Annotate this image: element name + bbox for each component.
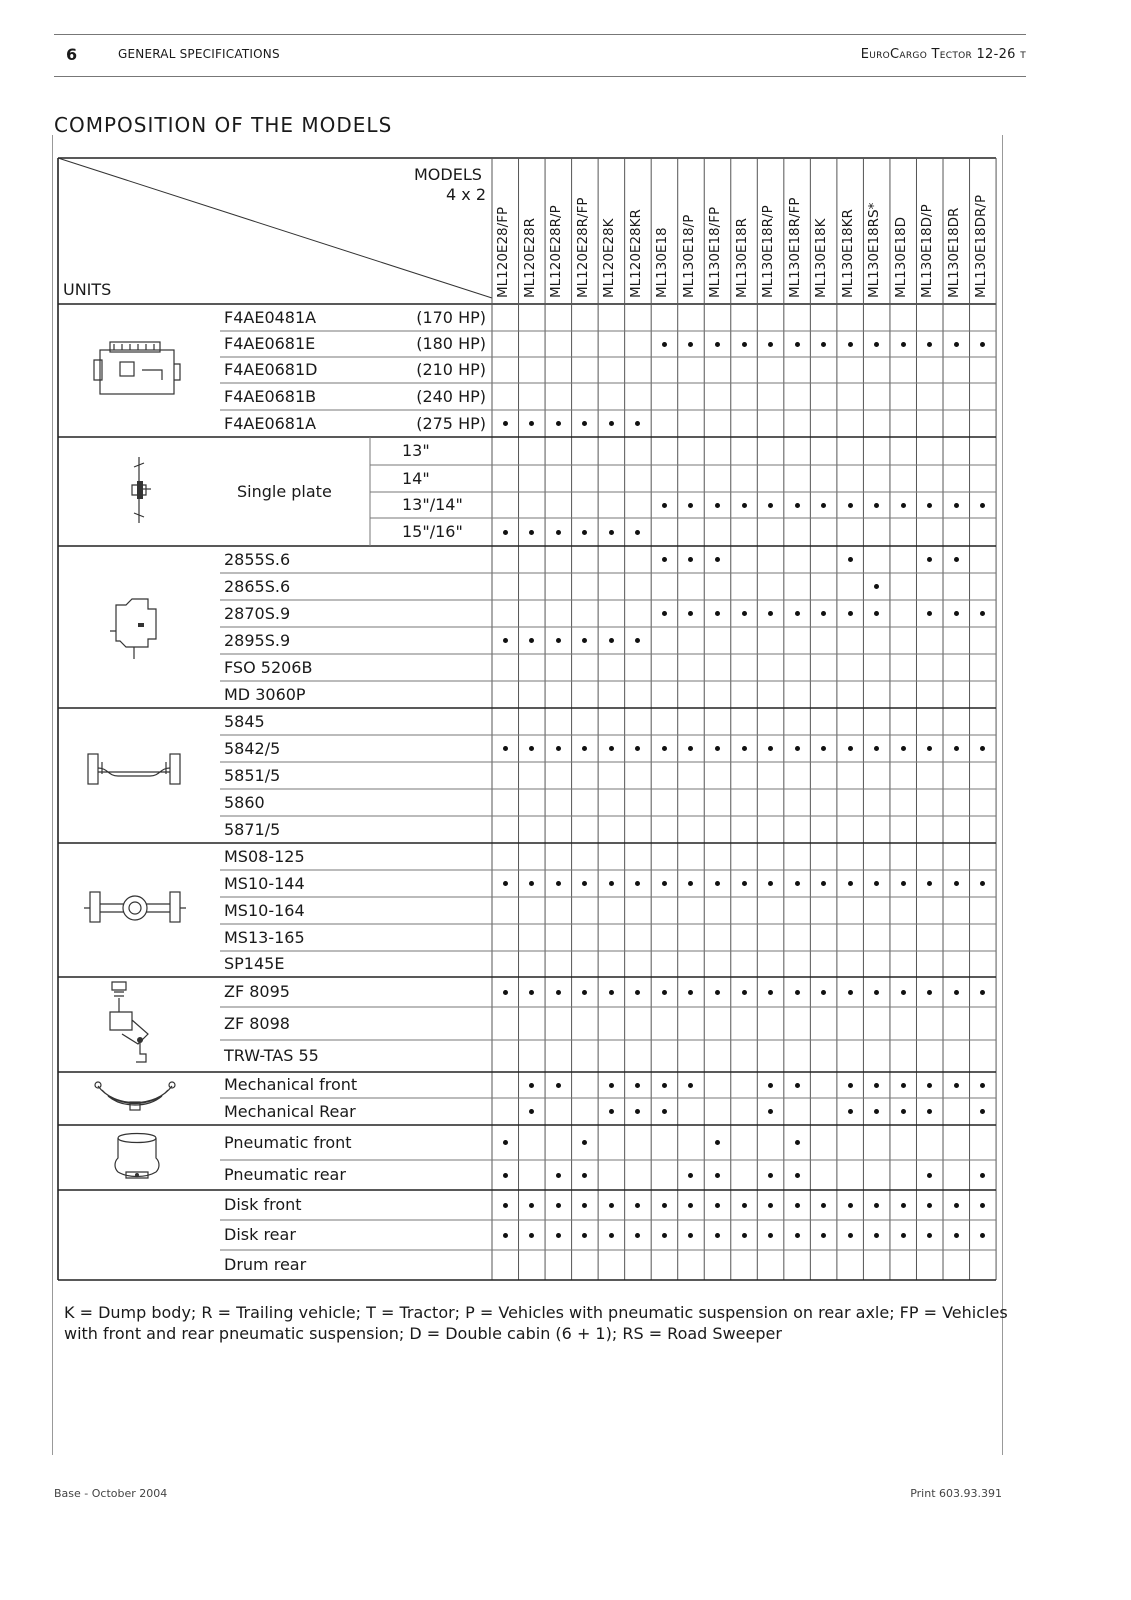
presence-dot [609,746,614,751]
presence-dot [556,530,561,535]
presence-dot [954,557,959,562]
unit-label: MS10-164 [224,900,305,920]
presence-dot [609,530,614,535]
models-label: MODELS [414,165,482,184]
presence-dot [821,1203,826,1208]
unit-label: ZF 8098 [224,1013,290,1033]
unit-detail: (210 HP) [416,360,486,379]
presence-dot [795,1173,800,1178]
presence-dot [848,1109,853,1114]
presence-dot [874,1233,879,1238]
presence-dot [874,1203,879,1208]
presence-dot [662,557,667,562]
presence-dot [662,881,667,886]
unit-label: 2895S.9 [224,630,291,650]
presence-dot [609,1233,614,1238]
unit-label: 2870S.9 [224,603,291,623]
presence-dot [768,1203,773,1208]
unit-label: Pneumatic front [224,1132,352,1152]
presence-dot [874,990,879,995]
presence-dot [582,1173,587,1178]
presence-dot [715,342,720,347]
presence-dot [848,1203,853,1208]
presence-dot [715,557,720,562]
presence-dot [503,990,508,995]
presence-dot [795,611,800,616]
presence-dot [795,746,800,751]
unit-label: MD 3060P [224,684,306,704]
presence-dot [556,990,561,995]
presence-dot [503,638,508,643]
presence-dot [768,1083,773,1088]
presence-dot [662,1233,667,1238]
unit-label: 5860 [224,792,265,812]
presence-dot [662,342,667,347]
presence-dot [980,1083,985,1088]
presence-dot [795,1140,800,1145]
unit-label: Mechanical Rear [224,1101,356,1121]
document-title: EuroCargo Tector 12-26 t [860,47,1026,62]
model-column-header: ML130E18KR [839,209,856,298]
presence-dot [609,990,614,995]
model-column-header: ML130E18 [654,227,671,298]
presence-dot [980,342,985,347]
presence-dot [821,990,826,995]
presence-dot [582,1233,587,1238]
unit-label: F4AE0481A [224,307,317,327]
unit-label: FSO 5206B [224,657,313,677]
presence-dot [556,1083,561,1088]
presence-dot [980,1233,985,1238]
presence-dot [848,990,853,995]
presence-dot [503,746,508,751]
presence-dot [874,503,879,508]
presence-dot [503,421,508,426]
rear-axle-icon [84,882,186,932]
unit-label: Drum rear [224,1255,307,1274]
presence-dot [742,611,747,616]
unit-label: 2865S.6 [224,576,291,596]
unit-detail: (180 HP) [416,334,486,353]
presence-dot [503,530,508,535]
engine-icon [92,340,182,400]
model-column-header: ML130E18DR/P [972,194,989,298]
model-column-header: ML130E18R/FP [786,197,803,298]
clutch-icon [124,455,154,525]
presence-dot [609,1083,614,1088]
presence-dot [742,1233,747,1238]
presence-dot [582,990,587,995]
presence-dot [795,990,800,995]
unit-label: ZF 8095 [224,982,290,1001]
steering-icon [100,980,164,1070]
unit-label: Disk rear [224,1225,296,1244]
unit-detail: 13" [402,441,430,460]
model-column-header: ML130E18D [892,216,909,298]
model-column-header: ML120E28/FP [495,206,511,298]
model-column-header: ML130E18RS* [866,202,883,298]
presence-dot [556,1173,561,1178]
presence-dot [768,1173,773,1178]
presence-dot [795,1083,800,1088]
unit-detail: 13"/14" [402,495,463,514]
presence-dot [954,611,959,616]
model-column-header: ML130E18/FP [707,206,724,298]
presence-dot [901,1203,906,1208]
presence-dot [556,881,561,886]
presence-dot [503,1203,508,1208]
presence-dot [529,1203,534,1208]
presence-dot [529,1233,534,1238]
presence-dot [954,746,959,751]
presence-dot [715,990,720,995]
unit-label: TRW-TAS 55 [224,1046,319,1065]
presence-dot [768,503,773,508]
presence-dot [662,990,667,995]
model-column-header: ML120E28R/P [548,205,565,298]
presence-dot [503,1140,508,1145]
presence-dot [609,421,614,426]
presence-dot [954,342,959,347]
model-column-header: ML130E18R/P [760,205,777,298]
presence-dot [821,342,826,347]
presence-dot [927,1083,932,1088]
unit-label: F4AE0681A [224,413,317,433]
presence-dot [715,1233,720,1238]
presence-dot [795,1233,800,1238]
model-column-header: ML130E18R [733,217,750,298]
presence-dot [715,1140,720,1145]
front-axle-icon [84,748,184,792]
presence-dot [715,611,720,616]
footer-print-code: Print 603.93.391 [910,1487,1002,1500]
model-column-header: ML130E18/P [680,214,697,298]
presence-dot [848,557,853,562]
presence-dot [742,342,747,347]
presence-dot [715,746,720,751]
presence-dot [821,1233,826,1238]
presence-dot [715,1203,720,1208]
presence-dot [901,342,906,347]
page-number: 6 [66,45,78,64]
presence-dot [848,881,853,886]
presence-dot [901,881,906,886]
unit-label: Pneumatic rear [224,1165,346,1184]
presence-dot [980,1203,985,1208]
unit-detail: (240 HP) [416,386,486,406]
presence-dot [635,1233,640,1238]
unit-label: MS10-144 [224,873,305,893]
presence-dot [556,421,561,426]
unit-label: 5871/5 [224,819,281,839]
presence-dot [927,342,932,347]
presence-dot [715,881,720,886]
presence-dot [901,1083,906,1088]
clutch-type-label: Single plate [237,481,332,501]
gearbox-icon [110,595,160,660]
page-title: COMPOSITION OF THE MODELS [54,113,393,137]
presence-dot [768,990,773,995]
presence-dot [609,638,614,643]
presence-dot [901,746,906,751]
presence-dot [954,503,959,508]
presence-dot [715,1173,720,1178]
footnote: K = Dump body; R = Trailing vehicle; T = Tractor; P = Vehicles with pneumatic suspension on rear axle; FP = Vehicles with front and rear pneumatic suspension; D = Double cabin (6 + 1); RS = Road Sweeper [64,1303,1008,1343]
unit-label: MS13-165 [224,927,305,947]
presence-dot [901,503,906,508]
presence-dot [742,1203,747,1208]
presence-dot [635,1203,640,1208]
presence-dot [927,990,932,995]
unit-label: Disk front [224,1195,302,1214]
presence-dot [635,990,640,995]
presence-dot [874,1083,879,1088]
presence-dot [980,503,985,508]
presence-dot [662,1203,667,1208]
presence-dot [609,1203,614,1208]
presence-dot [795,1203,800,1208]
presence-dot [795,503,800,508]
model-column-header: ML120E28R/FP [574,197,591,298]
presence-dot [901,1233,906,1238]
model-column-header: ML130E18K [813,218,830,298]
unit-label: Mechanical front [224,1075,358,1094]
presence-dot [848,342,853,347]
unit-label: F4AE0681E [224,334,316,353]
presence-dot [901,990,906,995]
unit-label: 5851/5 [224,765,281,785]
model-column-header: ML130E18DR [946,207,962,298]
presence-dot [927,1233,932,1238]
presence-dot [848,1233,853,1238]
presence-dot [529,990,534,995]
presence-dot [609,1109,614,1114]
presence-dot [582,1203,587,1208]
presence-dot [503,1233,508,1238]
presence-dot [635,1083,640,1088]
presence-dot [609,881,614,886]
presence-dot [927,1203,932,1208]
presence-dot [954,1233,959,1238]
presence-dot [980,1173,985,1178]
unit-detail: (170 HP) [416,307,486,327]
presence-dot [742,881,747,886]
unit-label: 5842/5 [224,738,281,758]
presence-dot [662,746,667,751]
presence-dot [927,503,932,508]
presence-dot [529,530,534,535]
presence-dot [742,503,747,508]
presence-dot [848,746,853,751]
presence-dot [980,990,985,995]
unit-detail: 14" [402,468,430,488]
presence-dot [556,1203,561,1208]
presence-dot [556,638,561,643]
presence-dot [662,1083,667,1088]
presence-dot [662,1109,667,1114]
presence-dot [768,1233,773,1238]
presence-dot [795,342,800,347]
presence-dot [848,1083,853,1088]
presence-dot [715,503,720,508]
presence-dot [901,1109,906,1114]
presence-dot [768,342,773,347]
presence-dot [954,881,959,886]
presence-dot [742,746,747,751]
unit-label: SP145E [224,954,285,973]
footer-edition: Base - October 2004 [54,1487,168,1500]
presence-dot [954,990,959,995]
unit-label: MS08-125 [224,846,305,866]
unit-detail: 15"/16" [402,522,463,541]
presence-dot [848,611,853,616]
presence-dot [795,881,800,886]
presence-dot [954,1083,959,1088]
model-column-header: ML120E28K [601,218,618,298]
presence-dot [874,342,879,347]
section-title: GENERAL SPECIFICATIONS [118,47,280,61]
presence-dot [742,990,747,995]
presence-dot [529,1083,534,1088]
model-column-header: ML130E18D/P [919,204,936,298]
units-label: UNITS [63,280,112,299]
presence-dot [927,1173,932,1178]
presence-dot [556,1233,561,1238]
model-column-header: ML120E28KR [627,209,644,298]
presence-dot [503,1173,508,1178]
unit-label: 2855S.6 [224,549,291,569]
presence-dot [556,746,561,751]
presence-dot [821,503,826,508]
drive-label: 4 x 2 [446,185,486,204]
unit-label: F4AE0681D [224,360,318,379]
model-column-header: ML120E28R [521,217,538,298]
air-spring-icon [110,1128,164,1182]
unit-detail: (275 HP) [416,413,486,433]
unit-label: 5845 [224,711,265,731]
presence-dot [503,881,508,886]
presence-dot [635,530,640,535]
leaf-spring-icon [94,1080,176,1114]
presence-dot [662,503,667,508]
unit-label: F4AE0681B [224,386,317,406]
presence-dot [848,503,853,508]
presence-dot [582,530,587,535]
presence-dot [954,1203,959,1208]
presence-dot [662,611,667,616]
